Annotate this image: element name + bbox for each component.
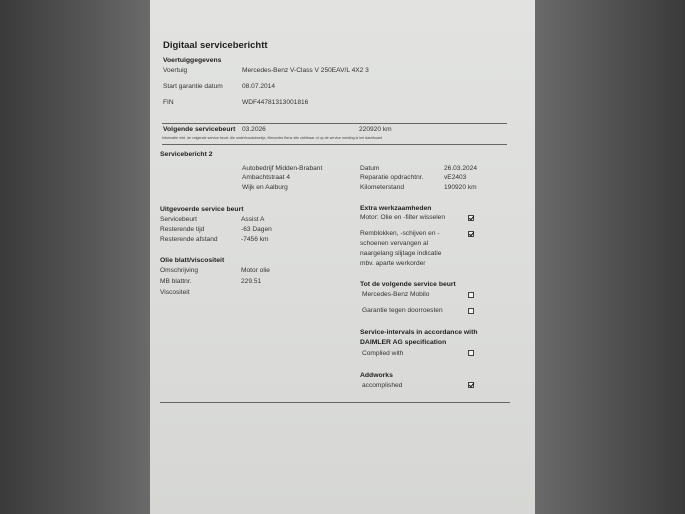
next-service-note: Informatie mbt. de volgende service beurt, die onderhoudsboekje, Mercedes Benz site zichtbaar of op de service melding is het dashboard (162, 136, 383, 140)
addworks-heading: Addworks (360, 372, 393, 379)
odometer-label: Kilometerstand (360, 184, 404, 191)
extra-work-heading: Extra werkzaamheden (360, 205, 432, 212)
until-next-heading: Tot de volgende service beurt (360, 281, 456, 288)
divider-2 (162, 144, 507, 145)
performed-heading: Uitgevoerde service beurt (160, 206, 244, 213)
mobilo-label: Mercedes-Benz Mobilo (362, 291, 430, 298)
oil-description-value: Motor olie (241, 267, 270, 274)
complied-with-label: Complied with (362, 350, 404, 357)
service-type-value: Assist A (241, 216, 265, 223)
extra-work-item-2-line-4: mbv. aparte werkorder (360, 260, 426, 267)
complied-with-checkbox[interactable] (468, 350, 474, 356)
remaining-time-value: -63 Dagen (241, 226, 272, 233)
intervals-heading-line-2: DAIMLER AG specification (360, 339, 447, 346)
rust-warranty-checkbox[interactable] (468, 308, 474, 314)
mobilo-checkbox[interactable] (468, 292, 474, 298)
next-service-km: 220920 km (359, 126, 392, 133)
dealer-street: Ambachtstraat 4 (242, 174, 291, 181)
remaining-time-label: Resterende tijd (160, 226, 205, 233)
warranty-start-value: 08.07.2014 (242, 83, 276, 90)
extra-work-item-2-line-1: Remblokken, -schijven en - (360, 230, 440, 237)
vehicle-value: Mercedes-Benz V-Class V 250EAV/L 4X2 3 (242, 67, 369, 74)
background-left (0, 0, 150, 514)
divider-top (162, 123, 507, 124)
service-type-label: Servicebeurt (160, 216, 198, 223)
oil-description-label: Omschrijving (160, 267, 199, 274)
fin-value: WDF44781313001816 (242, 99, 309, 106)
extra-work-item-2-line-3: naargelang slijtage indicatie (360, 250, 442, 257)
extra-work-item-1-label: Motor: Olie en -filter wisselen (360, 214, 446, 221)
extra-work-item-2-line-2: schoenen vervangen al (360, 240, 429, 247)
vehicle-label: Voertuig (163, 67, 188, 74)
date-value: 26.03.2024 (444, 165, 478, 172)
document-title: Digitaal serviceberichtt (163, 40, 268, 51)
extra-work-item-1-checkbox[interactable] (468, 215, 474, 221)
intervals-heading-line-1: Service-intervals in accordance with (360, 329, 478, 336)
oil-spec-value: 229.51 (241, 278, 262, 285)
report-heading: Servicebericht 2 (160, 151, 213, 158)
next-service-date: 03.2026 (242, 126, 266, 133)
remaining-distance-value: -7456 km (241, 236, 269, 243)
dealer-city: Wijk en Aalburg (242, 184, 288, 191)
extra-work-item-2-checkbox[interactable] (468, 231, 474, 237)
date-label: Datum (360, 165, 380, 172)
remaining-distance-label: Resterende afstand (160, 236, 218, 243)
accomplished-label: accomplished (362, 382, 403, 389)
repair-order-value: vE2403 (444, 174, 467, 181)
next-service-label: Volgende servicebeurt (163, 126, 236, 133)
fin-label: FIN (163, 99, 174, 106)
rust-warranty-label: Garantie tegen doorroesten (362, 307, 443, 314)
divider-bottom (160, 402, 510, 403)
viscosity-label: Viscositeit (160, 289, 190, 296)
warranty-start-label: Start garantie datum (163, 83, 223, 90)
service-document (150, 0, 535, 514)
background-right (535, 0, 685, 514)
oil-heading: Olie blatt/viscositeit (160, 257, 225, 264)
odometer-value: 190920 km (444, 184, 477, 191)
vehicle-heading: Voertuiggegevens (163, 57, 222, 64)
accomplished-checkbox[interactable] (468, 382, 474, 388)
dealer-name: Autobedrijf Midden-Brabant (242, 165, 323, 172)
repair-order-label: Reparatie opdrachtnr. (360, 174, 424, 181)
oil-spec-label: MB blattnr. (160, 278, 192, 285)
